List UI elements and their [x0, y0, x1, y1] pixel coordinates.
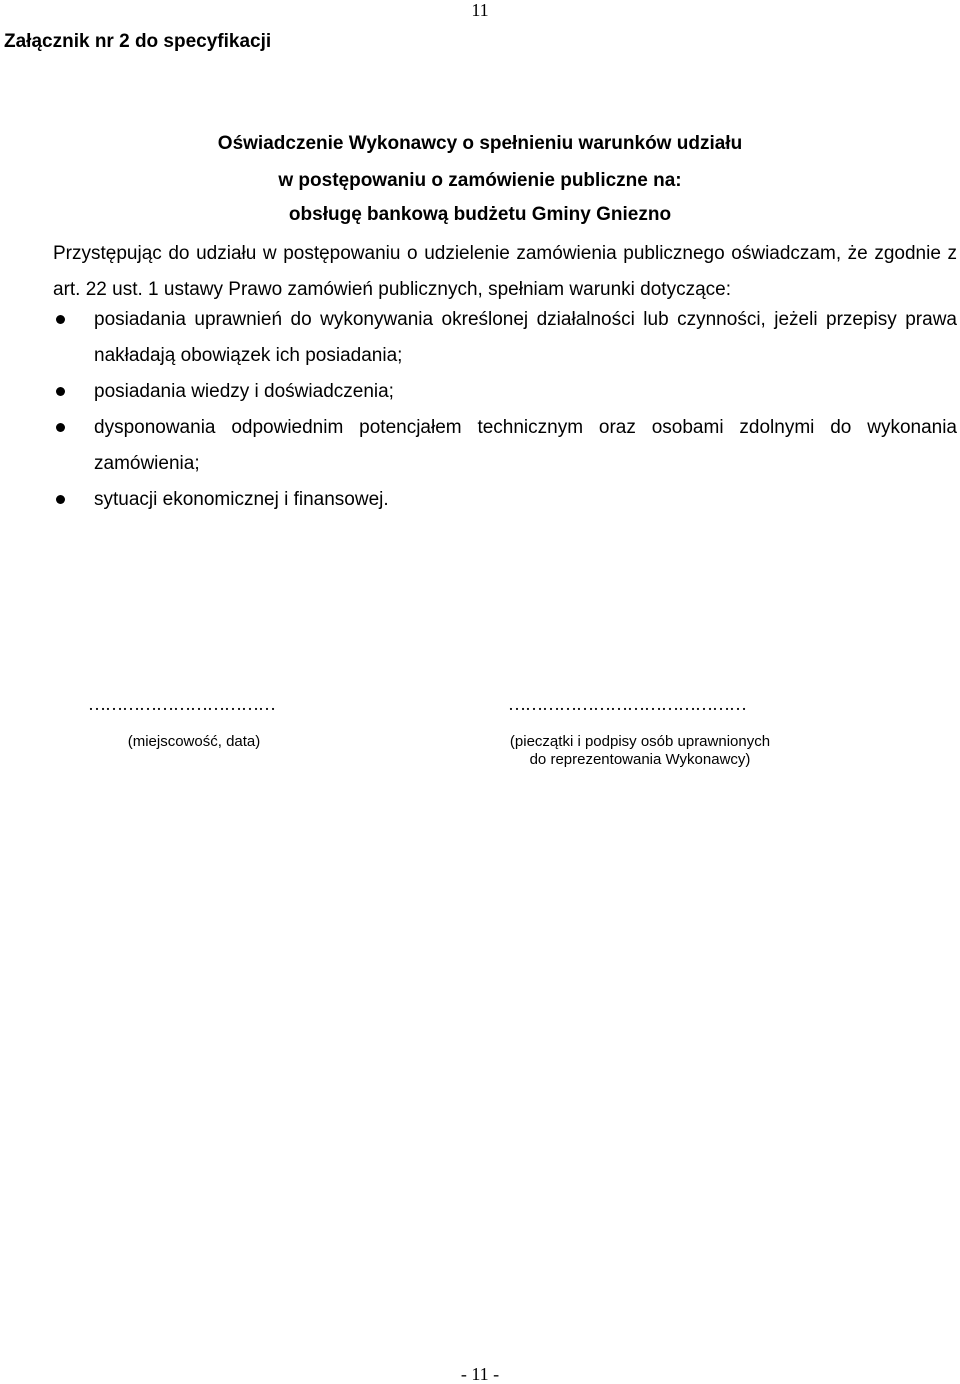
page-number-top: 11	[471, 0, 489, 20]
condition-text: posiadania wiedzy i doświadczenia;	[94, 381, 394, 402]
bullet-icon	[56, 423, 65, 432]
intro-paragraph: Przystępując do udziału w postępowaniu o udzielenie zamówienia publicznego oświadczam, że zgodnie z art. 22 ust. 1 ustawy Prawo zamówień publicznych, spełniam warunki dotyczące:	[53, 243, 957, 300]
bullet-icon	[56, 387, 65, 396]
bullet-icon	[56, 495, 65, 504]
condition-text: sytuacji ekonomicznej i finansowej.	[94, 489, 389, 510]
condition-item	[0, 302, 960, 374]
condition-text: posiadania uprawnień do wykonywania określonej działalności lub czynności, jeżeli przepisy prawa nakładają obowiązek ich posiadania;	[94, 309, 957, 366]
declaration-heading-line-1: Oświadczenie Wykonawcy o spełnieniu warunków udziału	[217, 133, 743, 154]
signature-caption-line-1: (pieczątki i podpisy osób uprawnionych	[509, 733, 771, 750]
attachment-title: Załącznik nr 2 do specyfikacji	[4, 31, 272, 52]
condition-text: dysponowania odpowiednim potencjałem technicznym oraz osobami zdolnymi do wykonania zamówienia;	[94, 417, 957, 474]
conditions-list	[0, 302, 960, 518]
declaration-heading-line-3: obsługę bankową budżetu Gminy Gniezno	[288, 204, 672, 225]
bullet-icon	[56, 315, 65, 324]
declaration-heading-line-2: w postępowaniu o zamówienie publiczne na:	[278, 170, 682, 191]
condition-item	[0, 482, 960, 518]
page-number-bottom: - 11 -	[460, 1364, 500, 1384]
condition-item	[0, 374, 960, 410]
signature-caption-line-2: do reprezentowania Wykonawcy)	[529, 751, 751, 768]
condition-item	[0, 410, 960, 482]
place-date-caption: (miejscowość, data)	[127, 733, 261, 750]
signature-dotted-line: ……………………………………	[508, 694, 746, 714]
place-date-dotted-line: ……………………………	[88, 694, 275, 714]
